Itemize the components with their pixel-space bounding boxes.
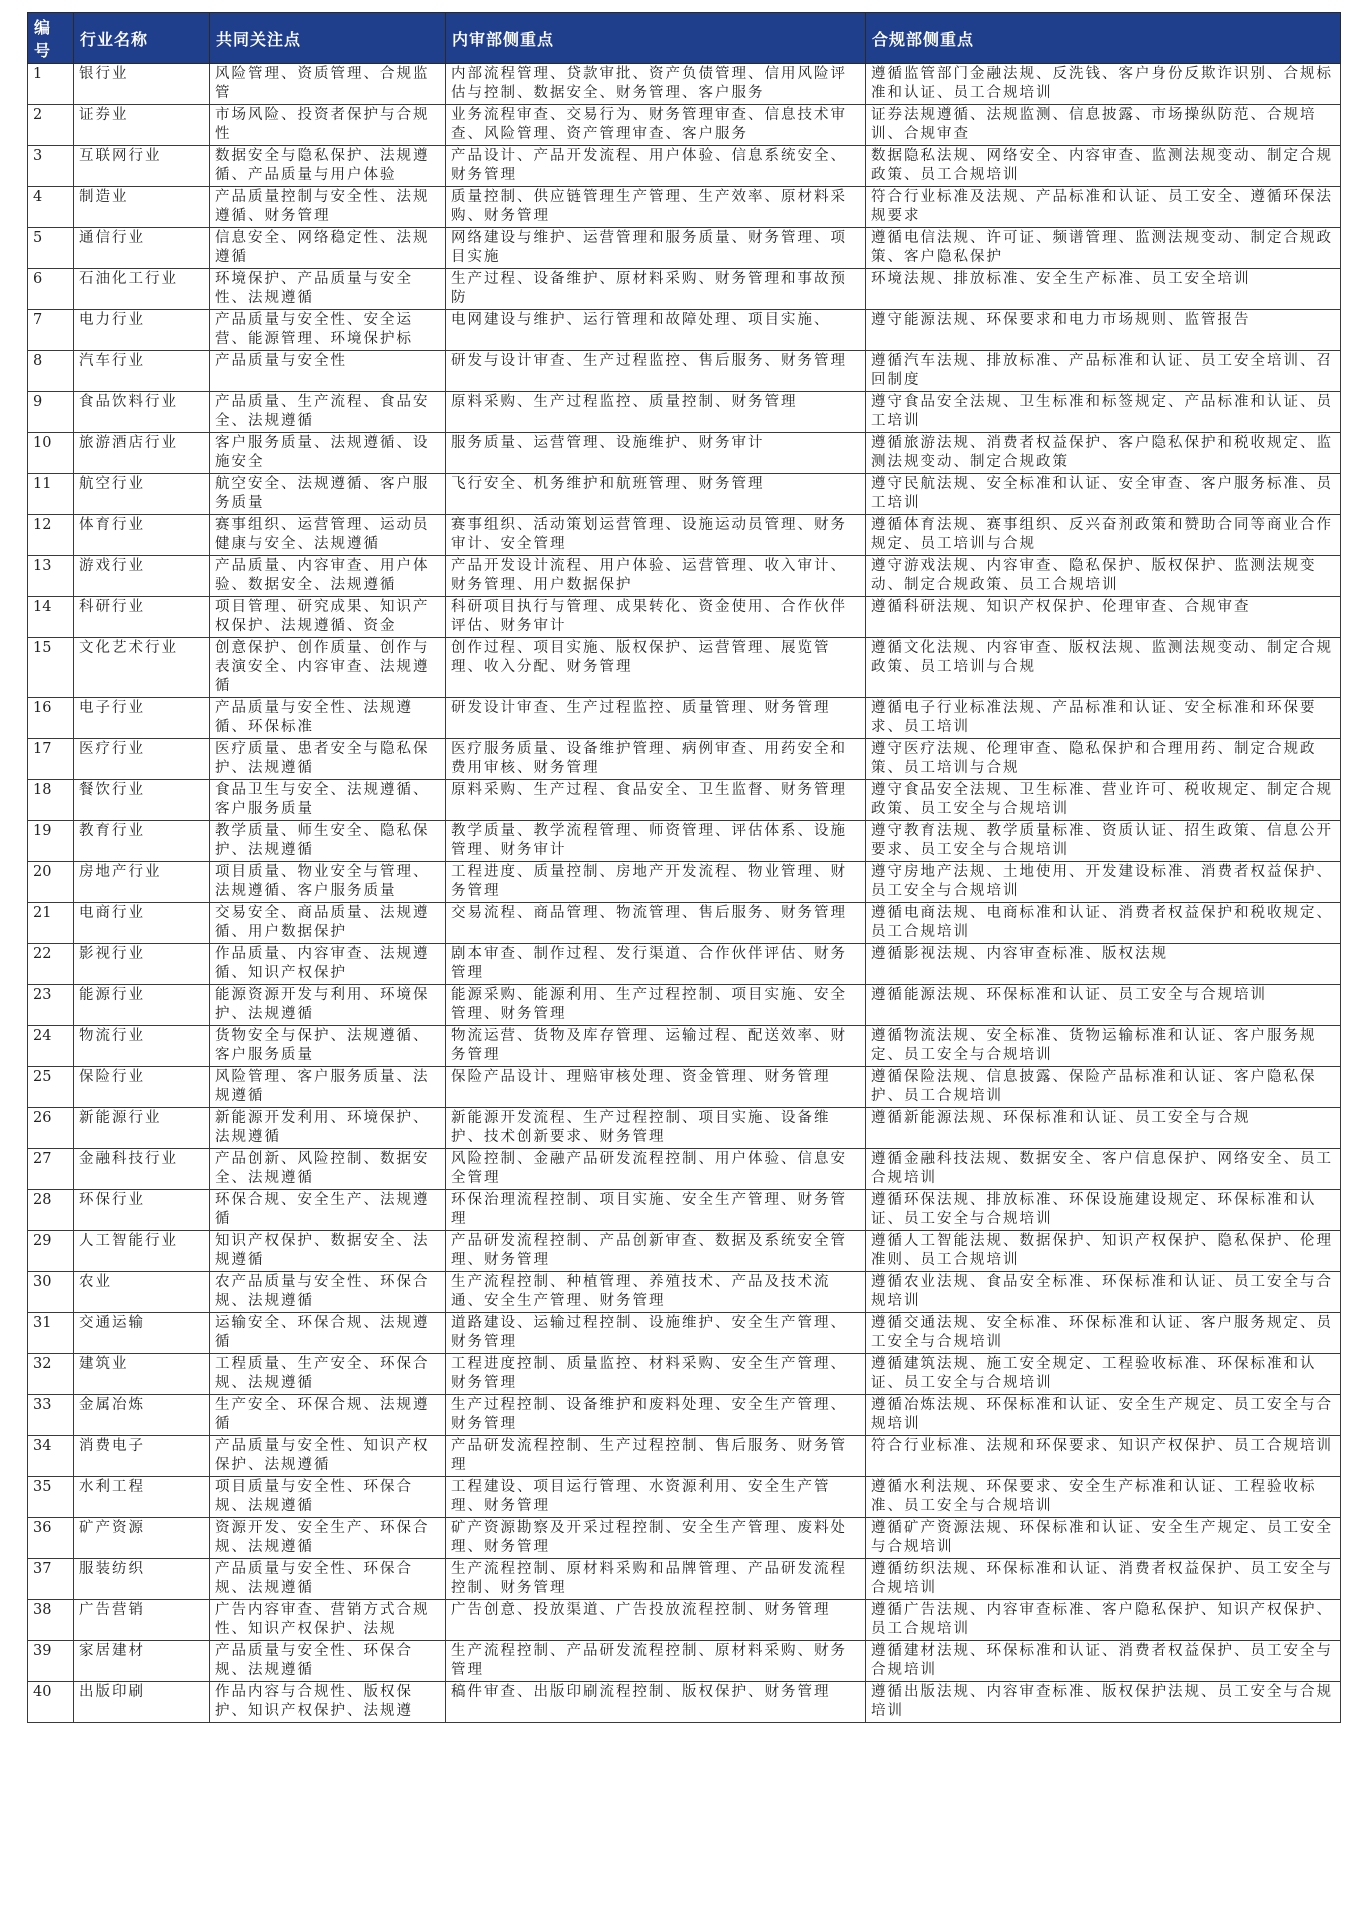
table-row xyxy=(28,105,1341,146)
table-row xyxy=(28,597,1341,638)
cell-compliance-focus: 遵守游戏法规、内容审查、隐私保护、版权保护、监测法规变动、制定合规政策、员工合规培训 xyxy=(866,556,1341,597)
cell-common-focus: 知识产权保护、数据安全、法规遵循 xyxy=(210,1231,446,1272)
cell-industry-name: 家居建材 xyxy=(74,1641,210,1682)
cell-industry-name: 矿产资源 xyxy=(74,1518,210,1559)
cell-industry-name: 影视行业 xyxy=(74,944,210,985)
cell-compliance-focus: 遵循水利法规、环保要求、安全生产标准和认证、工程验收标准、员工安全与合规培训 xyxy=(866,1477,1341,1518)
table-row xyxy=(28,1518,1341,1559)
cell-industry-name: 食品饮料行业 xyxy=(74,392,210,433)
cell-number: 29 xyxy=(28,1231,74,1272)
table-row xyxy=(28,985,1341,1026)
cell-number: 25 xyxy=(28,1067,74,1108)
cell-common-focus: 产品创新、风险控制、数据安全、法规遵循 xyxy=(210,1149,446,1190)
cell-internal-audit-focus: 保险产品设计、理赔审核处理、资金管理、财务管理 xyxy=(446,1067,866,1108)
cell-compliance-focus: 遵循建材法规、环保标准和认证、消费者权益保护、员工安全与合规培训 xyxy=(866,1641,1341,1682)
cell-industry-name: 体育行业 xyxy=(74,515,210,556)
table-row xyxy=(28,698,1341,739)
cell-internal-audit-focus: 科研项目执行与管理、成果转化、资金使用、合作伙伴评估、财务审计 xyxy=(446,597,866,638)
cell-number: 28 xyxy=(28,1190,74,1231)
cell-compliance-focus: 遵循物流法规、安全标准、货物运输标准和认证、客户服务规定、员工安全与合规培训 xyxy=(866,1026,1341,1067)
cell-industry-name: 建筑业 xyxy=(74,1354,210,1395)
header-common-focus: 共同关注点 xyxy=(210,13,446,64)
cell-common-focus: 风险管理、资质管理、合规监管 xyxy=(210,64,446,105)
cell-number: 30 xyxy=(28,1272,74,1313)
cell-common-focus: 货物安全与保护、法规遵循、客户服务质量 xyxy=(210,1026,446,1067)
cell-number: 19 xyxy=(28,821,74,862)
cell-internal-audit-focus: 原料采购、生产过程监控、质量控制、财务管理 xyxy=(446,392,866,433)
cell-industry-name: 银行业 xyxy=(74,64,210,105)
cell-industry-name: 农业 xyxy=(74,1272,210,1313)
cell-industry-name: 金属冶炼 xyxy=(74,1395,210,1436)
cell-compliance-focus: 遵循电信法规、许可证、频谱管理、监测法规变动、制定合规政策、客户隐私保护 xyxy=(866,228,1341,269)
cell-compliance-focus: 遵守民航法规、安全标准和认证、安全审查、客户服务标准、员工培训 xyxy=(866,474,1341,515)
table-row xyxy=(28,1108,1341,1149)
cell-common-focus: 医疗质量、患者安全与隐私保护、法规遵循 xyxy=(210,739,446,780)
cell-industry-name: 汽车行业 xyxy=(74,351,210,392)
cell-number: 35 xyxy=(28,1477,74,1518)
cell-common-focus: 项目质量、物业安全与管理、法规遵循、客户服务质量 xyxy=(210,862,446,903)
cell-compliance-focus: 遵循纺织法规、环保标准和认证、消费者权益保护、员工安全与合规培训 xyxy=(866,1559,1341,1600)
cell-number: 14 xyxy=(28,597,74,638)
cell-internal-audit-focus: 教学质量、教学流程管理、师资管理、评估体系、设施管理、财务审计 xyxy=(446,821,866,862)
cell-common-focus: 环保合规、安全生产、法规遵循 xyxy=(210,1190,446,1231)
cell-internal-audit-focus: 矿产资源勘察及开采过程控制、安全生产管理、废料处理、财务管理 xyxy=(446,1518,866,1559)
cell-industry-name: 环保行业 xyxy=(74,1190,210,1231)
cell-compliance-focus: 遵循体育法规、赛事组织、反兴奋剂政策和赞助合同等商业合作规定、员工培训与合规 xyxy=(866,515,1341,556)
cell-internal-audit-focus: 服务质量、运营管理、设施维护、财务审计 xyxy=(446,433,866,474)
cell-number: 17 xyxy=(28,739,74,780)
header-internal-audit-focus: 内审部侧重点 xyxy=(446,13,866,64)
cell-industry-name: 出版印刷 xyxy=(74,1682,210,1723)
cell-common-focus: 产品质量与安全性、知识产权保护、法规遵循 xyxy=(210,1436,446,1477)
table-row xyxy=(28,862,1341,903)
cell-internal-audit-focus: 赛事组织、活动策划运营管理、设施运动员管理、财务审计、安全管理 xyxy=(446,515,866,556)
cell-industry-name: 服装纺织 xyxy=(74,1559,210,1600)
table-row xyxy=(28,1395,1341,1436)
table-row xyxy=(28,1354,1341,1395)
table-row xyxy=(28,515,1341,556)
table-row xyxy=(28,1313,1341,1354)
cell-compliance-focus: 遵循能源法规、环保标准和认证、员工安全与合规培训 xyxy=(866,985,1341,1026)
header-compliance-focus: 合规部侧重点 xyxy=(866,13,1341,64)
cell-industry-name: 文化艺术行业 xyxy=(74,638,210,698)
cell-compliance-focus: 遵循文化法规、内容审查、版权法规、监测法规变动、制定合规政策、员工培训与合规 xyxy=(866,638,1341,698)
cell-compliance-focus: 遵循冶炼法规、环保标准和认证、安全生产规定、员工安全与合规培训 xyxy=(866,1395,1341,1436)
cell-internal-audit-focus: 飞行安全、机务维护和航班管理、财务管理 xyxy=(446,474,866,515)
cell-internal-audit-focus: 产品设计、产品开发流程、用户体验、信息系统安全、财务管理 xyxy=(446,146,866,187)
cell-number: 21 xyxy=(28,903,74,944)
cell-internal-audit-focus: 生产过程控制、设备维护和废料处理、安全生产管理、财务管理 xyxy=(446,1395,866,1436)
cell-number: 37 xyxy=(28,1559,74,1600)
cell-internal-audit-focus: 工程进度控制、质量监控、材料采购、安全生产管理、财务管理 xyxy=(446,1354,866,1395)
cell-common-focus: 项目管理、研究成果、知识产权保护、法规遵循、资金 xyxy=(210,597,446,638)
table-row xyxy=(28,1231,1341,1272)
cell-compliance-focus: 遵循汽车法规、排放标准、产品标准和认证、员工安全培训、召回制度 xyxy=(866,351,1341,392)
cell-compliance-focus: 遵循影视法规、内容审查标准、版权法规 xyxy=(866,944,1341,985)
cell-internal-audit-focus: 新能源开发流程、生产过程控制、项目实施、设备维护、技术创新要求、财务管理 xyxy=(446,1108,866,1149)
cell-industry-name: 石油化工行业 xyxy=(74,269,210,310)
cell-number: 24 xyxy=(28,1026,74,1067)
cell-number: 11 xyxy=(28,474,74,515)
cell-internal-audit-focus: 能源采购、能源利用、生产过程控制、项目实施、安全管理、财务管理 xyxy=(446,985,866,1026)
cell-common-focus: 产品质量与安全性 xyxy=(210,351,446,392)
table-row xyxy=(28,351,1341,392)
table-header-row xyxy=(28,13,1341,64)
cell-compliance-focus: 遵循矿产资源法规、环保标准和认证、安全生产规定、员工安全与合规培训 xyxy=(866,1518,1341,1559)
cell-industry-name: 旅游酒店行业 xyxy=(74,433,210,474)
cell-industry-name: 消费电子 xyxy=(74,1436,210,1477)
table-row xyxy=(28,1149,1341,1190)
cell-internal-audit-focus: 风险控制、金融产品研发流程控制、用户体验、信息安全管理 xyxy=(446,1149,866,1190)
cell-number: 18 xyxy=(28,780,74,821)
cell-industry-name: 教育行业 xyxy=(74,821,210,862)
cell-compliance-focus: 遵循旅游法规、消费者权益保护、客户隐私保护和税收规定、监测法规变动、制定合规政策 xyxy=(866,433,1341,474)
cell-common-focus: 产品质量与安全性、环保合规、法规遵循 xyxy=(210,1559,446,1600)
cell-internal-audit-focus: 物流运营、货物及库存管理、运输过程、配送效率、财务管理 xyxy=(446,1026,866,1067)
cell-common-focus: 产品质量与安全性、安全运营、能源管理、环境保护标 xyxy=(210,310,446,351)
cell-common-focus: 广告内容审查、营销方式合规性、知识产权保护、法规 xyxy=(210,1600,446,1641)
header-number: 编号 xyxy=(28,13,74,64)
table-row xyxy=(28,1272,1341,1313)
cell-number: 3 xyxy=(28,146,74,187)
cell-internal-audit-focus: 研发设计审查、生产过程监控、质量管理、财务管理 xyxy=(446,698,866,739)
table-row xyxy=(28,638,1341,698)
cell-number: 9 xyxy=(28,392,74,433)
cell-internal-audit-focus: 网络建设与维护、运营管理和服务质量、财务管理、项目实施 xyxy=(446,228,866,269)
cell-compliance-focus: 数据隐私法规、网络安全、内容审查、监测法规变动、制定合规政策、员工合规培训 xyxy=(866,146,1341,187)
header-industry-name: 行业名称 xyxy=(74,13,210,64)
cell-common-focus: 项目质量与安全性、环保合规、法规遵循 xyxy=(210,1477,446,1518)
cell-number: 23 xyxy=(28,985,74,1026)
table-row xyxy=(28,269,1341,310)
cell-number: 10 xyxy=(28,433,74,474)
cell-number: 33 xyxy=(28,1395,74,1436)
cell-compliance-focus: 遵循广告法规、内容审查标准、客户隐私保护、知识产权保护、员工合规培训 xyxy=(866,1600,1341,1641)
cell-internal-audit-focus: 交易流程、商品管理、物流管理、售后服务、财务管理 xyxy=(446,903,866,944)
table-row xyxy=(28,903,1341,944)
cell-internal-audit-focus: 内部流程管理、贷款审批、资产负债管理、信用风险评估与控制、数据安全、财务管理、客户服务 xyxy=(446,64,866,105)
cell-industry-name: 医疗行业 xyxy=(74,739,210,780)
cell-internal-audit-focus: 电网建设与维护、运行管理和故障处理、项目实施、 xyxy=(446,310,866,351)
cell-industry-name: 能源行业 xyxy=(74,985,210,1026)
cell-common-focus: 作品内容与合规性、版权保护、知识产权保护、法规遵 xyxy=(210,1682,446,1723)
cell-compliance-focus: 遵循环保法规、排放标准、环保设施建设规定、环保标准和认证、员工安全与合规培训 xyxy=(866,1190,1341,1231)
cell-industry-name: 人工智能行业 xyxy=(74,1231,210,1272)
cell-number: 20 xyxy=(28,862,74,903)
cell-common-focus: 产品质量、生产流程、食品安全、法规遵循 xyxy=(210,392,446,433)
cell-common-focus: 资源开发、安全生产、环保合规、法规遵循 xyxy=(210,1518,446,1559)
cell-industry-name: 餐饮行业 xyxy=(74,780,210,821)
cell-internal-audit-focus: 创作过程、项目实施、版权保护、运营管理、展览管理、收入分配、财务管理 xyxy=(446,638,866,698)
table-row xyxy=(28,433,1341,474)
table-row xyxy=(28,1559,1341,1600)
cell-internal-audit-focus: 生产流程控制、原材料采购和品牌管理、产品研发流程控制、财务管理 xyxy=(446,1559,866,1600)
cell-number: 26 xyxy=(28,1108,74,1149)
cell-compliance-focus: 遵循出版法规、内容审查标准、版权保护法规、员工安全与合规培训 xyxy=(866,1682,1341,1723)
table-row xyxy=(28,228,1341,269)
cell-industry-name: 电子行业 xyxy=(74,698,210,739)
cell-common-focus: 教学质量、师生安全、隐私保护、法规遵循 xyxy=(210,821,446,862)
cell-internal-audit-focus: 环保治理流程控制、项目实施、安全生产管理、财务管理 xyxy=(446,1190,866,1231)
cell-number: 32 xyxy=(28,1354,74,1395)
cell-industry-name: 新能源行业 xyxy=(74,1108,210,1149)
cell-common-focus: 能源资源开发与利用、环境保护、法规遵循 xyxy=(210,985,446,1026)
cell-number: 8 xyxy=(28,351,74,392)
cell-number: 40 xyxy=(28,1682,74,1723)
cell-internal-audit-focus: 广告创意、投放渠道、广告投放流程控制、财务管理 xyxy=(446,1600,866,1641)
table-row xyxy=(28,1026,1341,1067)
cell-compliance-focus: 遵循新能源法规、环保标准和认证、员工安全与合规 xyxy=(866,1108,1341,1149)
cell-common-focus: 交易安全、商品质量、法规遵循、用户数据保护 xyxy=(210,903,446,944)
cell-number: 15 xyxy=(28,638,74,698)
cell-common-focus: 市场风险、投资者保护与合规性 xyxy=(210,105,446,146)
cell-number: 27 xyxy=(28,1149,74,1190)
cell-compliance-focus: 遵守医疗法规、伦理审查、隐私保护和合理用药、制定合规政策、员工培训与合规 xyxy=(866,739,1341,780)
table-row xyxy=(28,1067,1341,1108)
cell-common-focus: 产品质量控制与安全性、法规遵循、财务管理 xyxy=(210,187,446,228)
cell-common-focus: 产品质量与安全性、环保合规、法规遵循 xyxy=(210,1641,446,1682)
table-row xyxy=(28,392,1341,433)
cell-common-focus: 运输安全、环保合规、法规遵循 xyxy=(210,1313,446,1354)
cell-common-focus: 创意保护、创作质量、创作与表演安全、内容审查、法规遵循 xyxy=(210,638,446,698)
cell-industry-name: 互联网行业 xyxy=(74,146,210,187)
cell-number: 38 xyxy=(28,1600,74,1641)
cell-internal-audit-focus: 业务流程审查、交易行为、财务管理审查、信息技术审查、风险管理、资产管理审查、客户服务 xyxy=(446,105,866,146)
cell-number: 13 xyxy=(28,556,74,597)
table-row xyxy=(28,556,1341,597)
cell-industry-name: 水利工程 xyxy=(74,1477,210,1518)
cell-common-focus: 环境保护、产品质量与安全性、法规遵循 xyxy=(210,269,446,310)
industry-focus-table xyxy=(27,12,1341,1723)
cell-compliance-focus: 遵循金融科技法规、数据安全、客户信息保护、网络安全、员工合规培训 xyxy=(866,1149,1341,1190)
cell-industry-name: 物流行业 xyxy=(74,1026,210,1067)
cell-industry-name: 房地产行业 xyxy=(74,862,210,903)
cell-common-focus: 信息安全、网络稳定性、法规遵循 xyxy=(210,228,446,269)
cell-internal-audit-focus: 产品研发流程控制、产品创新审查、数据及系统安全管理、财务管理 xyxy=(446,1231,866,1272)
cell-common-focus: 产品质量、内容审查、用户体验、数据安全、法规遵循 xyxy=(210,556,446,597)
cell-number: 5 xyxy=(28,228,74,269)
cell-internal-audit-focus: 道路建设、运输过程控制、设施维护、安全生产管理、财务管理 xyxy=(446,1313,866,1354)
cell-number: 7 xyxy=(28,310,74,351)
cell-common-focus: 数据安全与隐私保护、法规遵循、产品质量与用户体验 xyxy=(210,146,446,187)
cell-common-focus: 农产品质量与安全性、环保合规、法规遵循 xyxy=(210,1272,446,1313)
cell-industry-name: 金融科技行业 xyxy=(74,1149,210,1190)
table-row xyxy=(28,1436,1341,1477)
table-row xyxy=(28,1600,1341,1641)
cell-industry-name: 通信行业 xyxy=(74,228,210,269)
cell-internal-audit-focus: 医疗服务质量、设备维护管理、病例审查、用药安全和费用审核、财务管理 xyxy=(446,739,866,780)
industry-table-container xyxy=(27,12,1340,1723)
cell-compliance-focus: 遵守房地产法规、土地使用、开发建设标准、消费者权益保护、员工安全与合规培训 xyxy=(866,862,1341,903)
cell-number: 12 xyxy=(28,515,74,556)
cell-compliance-focus: 遵循人工智能法规、数据保护、知识产权保护、隐私保护、伦理准则、员工合规培训 xyxy=(866,1231,1341,1272)
cell-number: 39 xyxy=(28,1641,74,1682)
cell-common-focus: 赛事组织、运营管理、运动员健康与安全、法规遵循 xyxy=(210,515,446,556)
cell-compliance-focus: 遵循科研法规、知识产权保护、伦理审查、合规审查 xyxy=(866,597,1341,638)
cell-common-focus: 航空安全、法规遵循、客户服务质量 xyxy=(210,474,446,515)
cell-compliance-focus: 遵循建筑法规、施工安全规定、工程验收标准、环保标准和认证、员工安全与合规培训 xyxy=(866,1354,1341,1395)
cell-industry-name: 航空行业 xyxy=(74,474,210,515)
cell-compliance-focus: 符合行业标准、法规和环保要求、知识产权保护、员工合规培训 xyxy=(866,1436,1341,1477)
cell-number: 2 xyxy=(28,105,74,146)
cell-compliance-focus: 遵循交通法规、安全标准、环保标准和认证、客户服务规定、员工安全与合规培训 xyxy=(866,1313,1341,1354)
cell-internal-audit-focus: 研发与设计审查、生产过程监控、售后服务、财务管理 xyxy=(446,351,866,392)
cell-compliance-focus: 遵守食品安全法规、卫生标准、营业许可、税收规定、制定合规政策、员工安全与合规培训 xyxy=(866,780,1341,821)
cell-compliance-focus: 遵守教育法规、教学质量标准、资质认证、招生政策、信息公开要求、员工安全与合规培训 xyxy=(866,821,1341,862)
table-row xyxy=(28,1641,1341,1682)
cell-number: 6 xyxy=(28,269,74,310)
cell-common-focus: 产品质量与安全性、法规遵循、环保标准 xyxy=(210,698,446,739)
cell-compliance-focus: 遵循保险法规、信息披露、保险产品标准和认证、客户隐私保护、员工合规培训 xyxy=(866,1067,1341,1108)
cell-internal-audit-focus: 质量控制、供应链管理生产管理、生产效率、原材料采购、财务管理 xyxy=(446,187,866,228)
cell-internal-audit-focus: 工程进度、质量控制、房地产开发流程、物业管理、财务管理 xyxy=(446,862,866,903)
cell-number: 34 xyxy=(28,1436,74,1477)
cell-internal-audit-focus: 生产过程、设备维护、原材料采购、财务管理和事故预防 xyxy=(446,269,866,310)
table-row xyxy=(28,146,1341,187)
cell-industry-name: 保险行业 xyxy=(74,1067,210,1108)
cell-internal-audit-focus: 剧本审查、制作过程、发行渠道、合作伙伴评估、财务管理 xyxy=(446,944,866,985)
cell-common-focus: 风险管理、客户服务质量、法规遵循 xyxy=(210,1067,446,1108)
table-row xyxy=(28,310,1341,351)
cell-compliance-focus: 证券法规遵循、法规监测、信息披露、市场操纵防范、合规培训、合规审查 xyxy=(866,105,1341,146)
cell-industry-name: 电力行业 xyxy=(74,310,210,351)
cell-common-focus: 食品卫生与安全、法规遵循、客户服务质量 xyxy=(210,780,446,821)
cell-compliance-focus: 遵循电子行业标准法规、产品标准和认证、安全标准和环保要求、员工培训 xyxy=(866,698,1341,739)
table-row xyxy=(28,780,1341,821)
table-row xyxy=(28,474,1341,515)
cell-common-focus: 工程质量、生产安全、环保合规、法规遵循 xyxy=(210,1354,446,1395)
table-row xyxy=(28,1682,1341,1723)
cell-internal-audit-focus: 生产流程控制、产品研发流程控制、原材料采购、财务管理 xyxy=(446,1641,866,1682)
cell-number: 16 xyxy=(28,698,74,739)
cell-number: 36 xyxy=(28,1518,74,1559)
cell-internal-audit-focus: 稿件审查、出版印刷流程控制、版权保护、财务管理 xyxy=(446,1682,866,1723)
cell-number: 31 xyxy=(28,1313,74,1354)
cell-industry-name: 广告营销 xyxy=(74,1600,210,1641)
cell-internal-audit-focus: 生产流程控制、种植管理、养殖技术、产品及技术流通、安全生产管理、财务管理 xyxy=(446,1272,866,1313)
cell-compliance-focus: 遵守能源法规、环保要求和电力市场规则、监管报告 xyxy=(866,310,1341,351)
cell-internal-audit-focus: 原料采购、生产过程、食品安全、卫生监督、财务管理 xyxy=(446,780,866,821)
cell-compliance-focus: 遵守食品安全法规、卫生标准和标签规定、产品标准和认证、员工培训 xyxy=(866,392,1341,433)
table-row xyxy=(28,64,1341,105)
cell-common-focus: 客户服务质量、法规遵循、设施安全 xyxy=(210,433,446,474)
table-row xyxy=(28,944,1341,985)
cell-common-focus: 生产安全、环保合规、法规遵循 xyxy=(210,1395,446,1436)
cell-industry-name: 交通运输 xyxy=(74,1313,210,1354)
table-row xyxy=(28,1190,1341,1231)
cell-compliance-focus: 环境法规、排放标准、安全生产标准、员工安全培训 xyxy=(866,269,1341,310)
cell-number: 4 xyxy=(28,187,74,228)
cell-industry-name: 科研行业 xyxy=(74,597,210,638)
cell-industry-name: 证券业 xyxy=(74,105,210,146)
cell-internal-audit-focus: 工程建设、项目运行管理、水资源利用、安全生产管理、财务管理 xyxy=(446,1477,866,1518)
table-row xyxy=(28,1477,1341,1518)
table-row xyxy=(28,739,1341,780)
cell-common-focus: 新能源开发利用、环境保护、法规遵循 xyxy=(210,1108,446,1149)
cell-common-focus: 作品质量、内容审查、法规遵循、知识产权保护 xyxy=(210,944,446,985)
cell-number: 22 xyxy=(28,944,74,985)
cell-compliance-focus: 符合行业标准及法规、产品标准和认证、员工安全、遵循环保法规要求 xyxy=(866,187,1341,228)
cell-industry-name: 电商行业 xyxy=(74,903,210,944)
cell-industry-name: 制造业 xyxy=(74,187,210,228)
table-row xyxy=(28,821,1341,862)
cell-internal-audit-focus: 产品研发流程控制、生产过程控制、售后服务、财务管理 xyxy=(446,1436,866,1477)
cell-industry-name: 游戏行业 xyxy=(74,556,210,597)
cell-compliance-focus: 遵循电商法规、电商标准和认证、消费者权益保护和税收规定、员工合规培训 xyxy=(866,903,1341,944)
cell-compliance-focus: 遵循监管部门金融法规、反洗钱、客户身份反欺诈识别、合规标准和认证、员工合规培训 xyxy=(866,64,1341,105)
cell-number: 1 xyxy=(28,64,74,105)
cell-internal-audit-focus: 产品开发设计流程、用户体验、运营管理、收入审计、财务管理、用户数据保护 xyxy=(446,556,866,597)
table-row xyxy=(28,187,1341,228)
cell-compliance-focus: 遵循农业法规、食品安全标准、环保标准和认证、员工安全与合规培训 xyxy=(866,1272,1341,1313)
